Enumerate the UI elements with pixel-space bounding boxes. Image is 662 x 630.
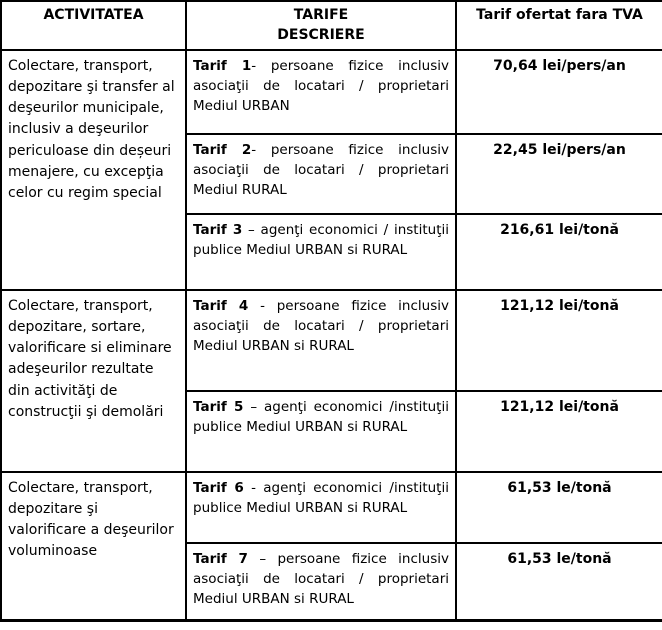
tariff-cell-7 <box>186 543 456 621</box>
tariff-label-1: Tarif 1 <box>193 57 252 74</box>
header-tariff-line1: TARIFE <box>293 7 349 23</box>
tariff-cell-5 <box>186 391 456 472</box>
tariff-label-3: Tarif 3 <box>193 221 243 238</box>
table-header-row <box>1 1 662 50</box>
tariff-cell-3 <box>186 214 456 290</box>
tariff-cell-1 <box>186 50 456 134</box>
activity-cell-1: Colectare, transport, depozitare şi transfer al deşeurilor municipale, inclusiv a deşeurilor periculoase din deșeuri menajere, cu excepţia celor cu regim special <box>1 50 186 290</box>
tariff-text-2: - persoane fizice inclusiv asociaţii de locatari / proprietari Mediul RURAL <box>193 141 449 199</box>
table-row <box>1 50 662 134</box>
header-price <box>456 1 662 50</box>
tariff-cell-6 <box>186 472 456 543</box>
tariff-label-2: Tarif 2 <box>193 141 252 158</box>
tariff-text-6: - agenţi economici /instituţii publice Mediul URBAN si RURAL <box>193 479 449 516</box>
tariff-text-4: - persoane fizice inclusiv asociaţii de locatari / proprietari Mediul URBAN si RURAL <box>193 297 449 355</box>
tariff-text-1: - persoane fizice inclusiv asociaţii de locatari / proprietari Mediul URBAN <box>193 57 449 115</box>
tariff-text-5: – agenţi economici /instituţii publice Mediul URBAN si RURAL <box>193 398 449 435</box>
price-cell-3: 216,61 lei/tonă <box>456 214 662 290</box>
activity-cell-3: Colectare, transport, depozitare şi valorificare a deşeurilor voluminoase <box>1 472 186 621</box>
price-cell-1: 70,64 lei/pers/an <box>456 50 662 134</box>
header-activity-label: ACTIVITATEA <box>43 7 144 23</box>
table-row <box>1 290 662 391</box>
price-cell-7: 61,53 le/tonă <box>456 543 662 621</box>
tariff-label-4: Tarif 4 <box>193 297 249 314</box>
header-tariff <box>186 1 456 50</box>
header-tariff-line2: DESCRIERE <box>277 27 365 44</box>
header-price-label: Tarif ofertat fara TVA <box>476 7 643 23</box>
table-row <box>1 472 662 543</box>
tariff-cell-2 <box>186 134 456 214</box>
price-cell-6: 61,53 le/tonă <box>456 472 662 543</box>
tariff-cell-4 <box>186 290 456 391</box>
tariff-text-3: – agenţi economici / instituţii publice Mediul URBAN si RURAL <box>193 221 449 258</box>
tariff-label-6: Tarif 6 <box>193 479 244 496</box>
price-cell-4: 121,12 lei/tonă <box>456 290 662 391</box>
price-cell-2: 22,45 lei/pers/an <box>456 134 662 214</box>
tariff-text-7: – persoane fizice inclusiv asociaţii de locatari / proprietari Mediul URBAN si RURAL <box>193 550 449 608</box>
header-activity <box>1 1 186 50</box>
tariff-label-7: Tarif 7 <box>193 550 248 567</box>
activity-cell-2: Colectare, transport, depozitare, sortare, valorificare si eliminare adeşeurilor rezultate din activităţi de construcţii şi demolări <box>1 290 186 472</box>
price-cell-5: 121,12 lei/tonă <box>456 391 662 472</box>
tariff-label-5: Tarif 5 <box>193 398 244 415</box>
